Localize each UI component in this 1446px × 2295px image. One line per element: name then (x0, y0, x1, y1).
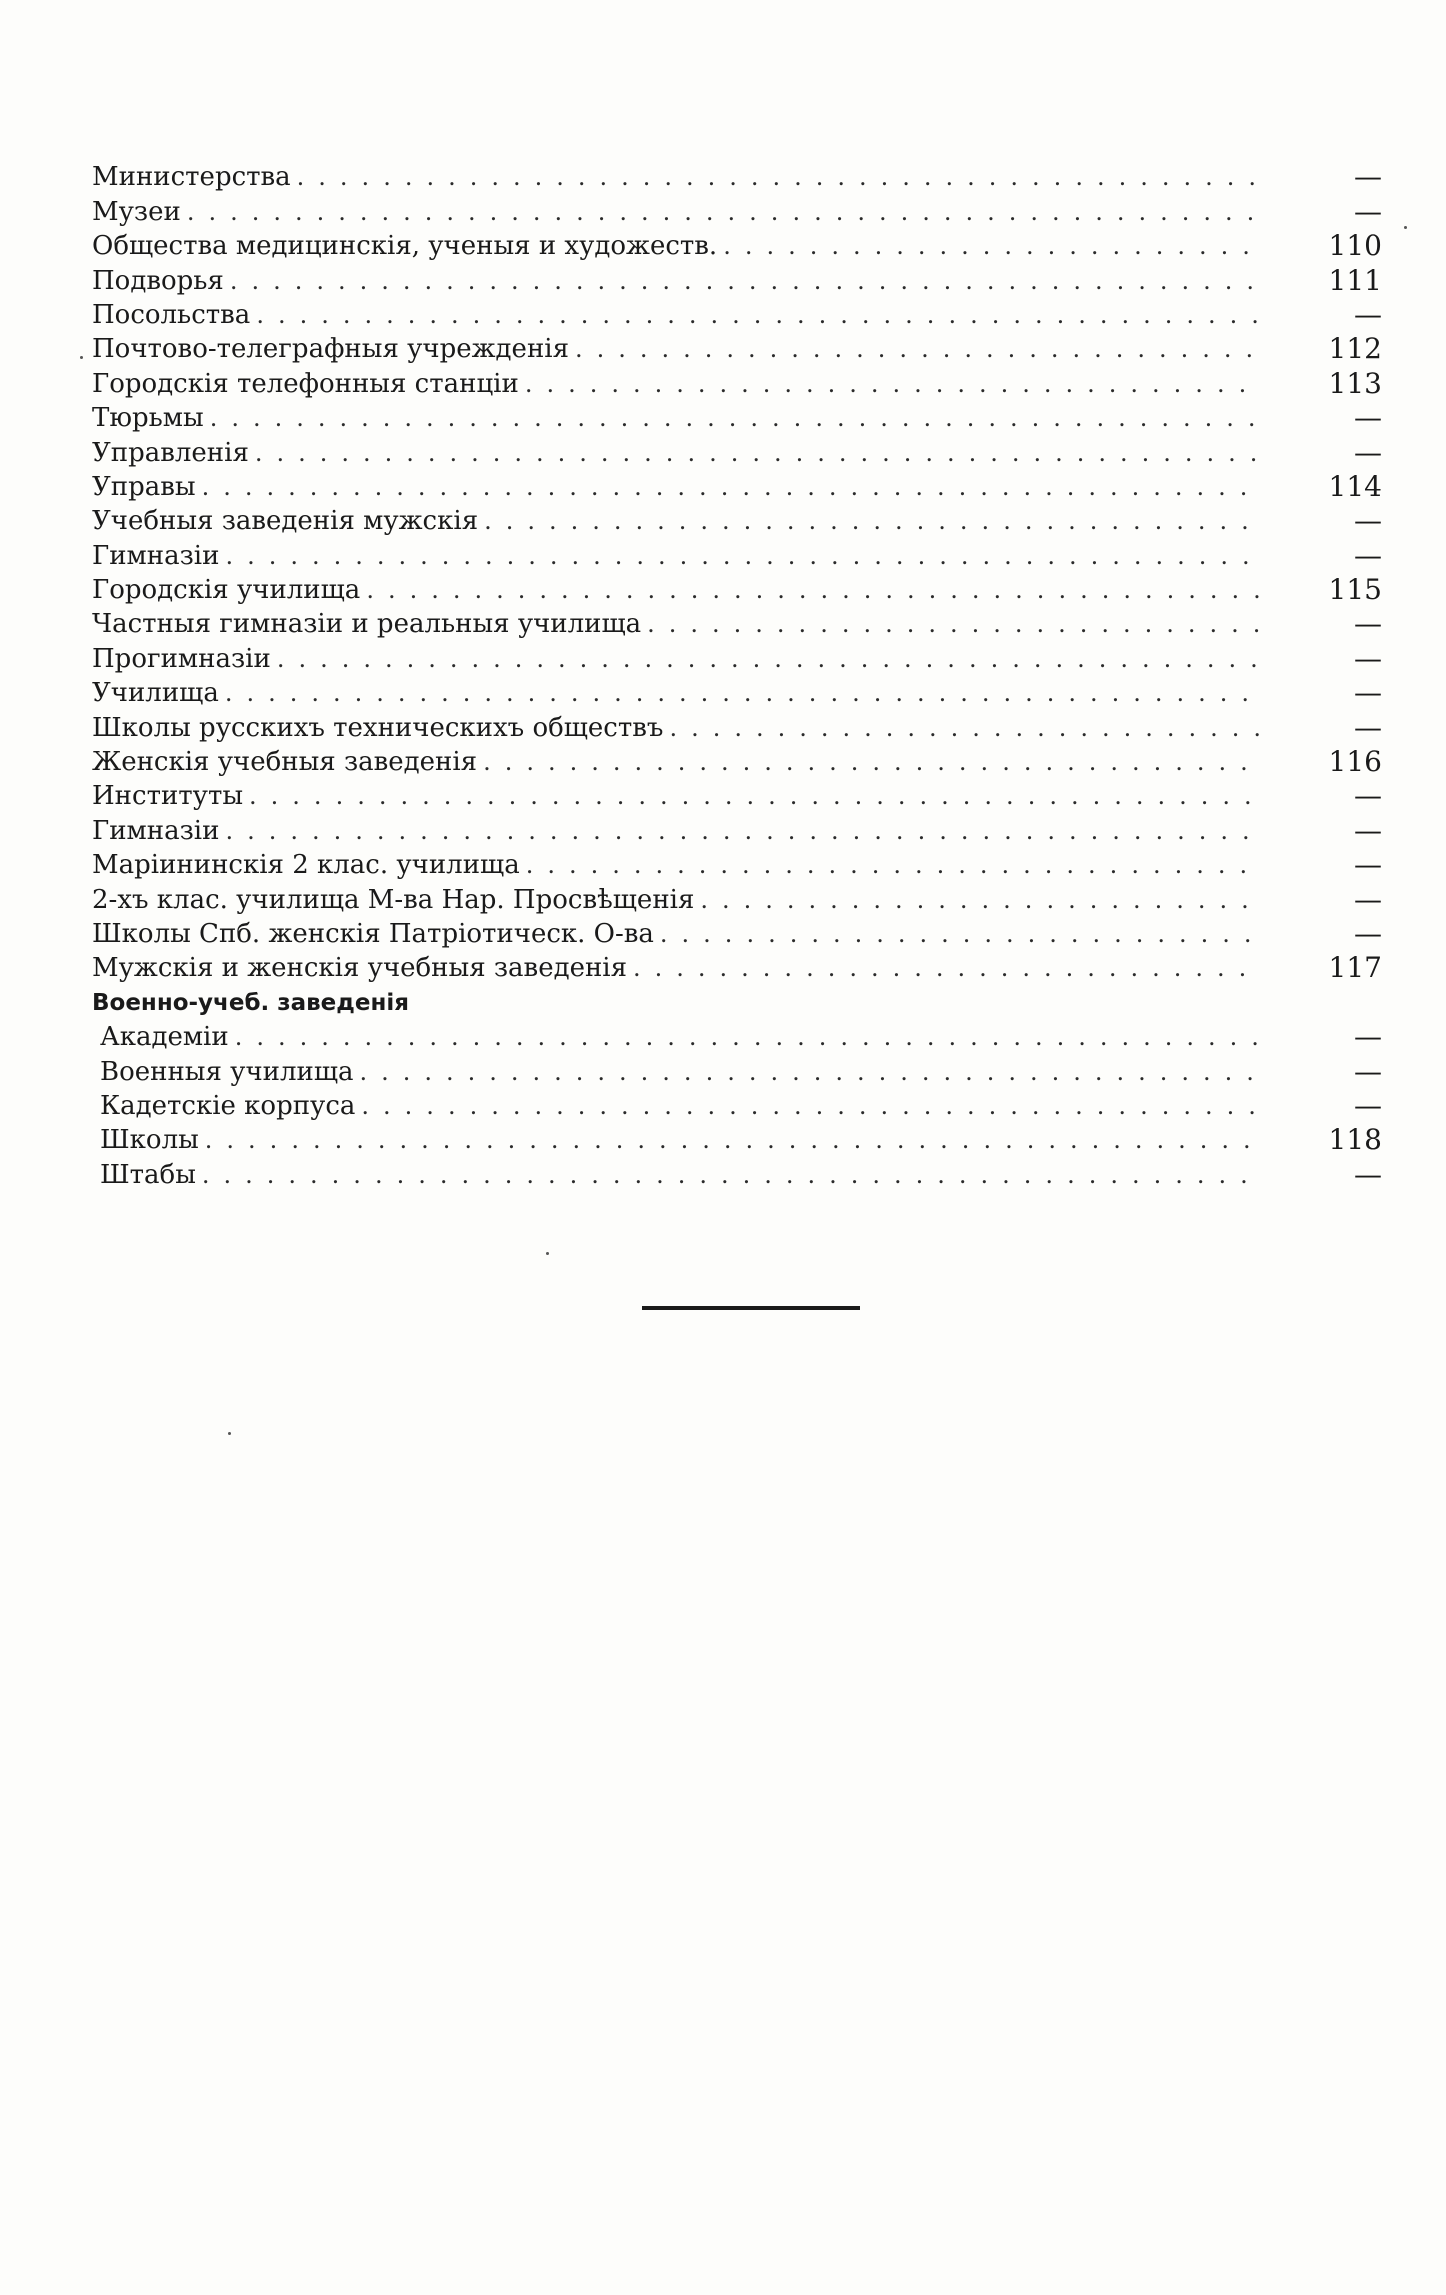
toc-page-number: — (1354, 435, 1382, 469)
toc-entry (92, 366, 1382, 400)
toc-page-number: — (1354, 504, 1382, 538)
toc-page-number: — (1354, 916, 1382, 950)
toc-entry-title-wrap (92, 195, 1262, 229)
toc-page-number: 111 (1328, 263, 1382, 297)
toc-entry-label: Почтово-телеграфныя учрежденія (92, 334, 569, 365)
toc-page-number: — (1354, 1157, 1382, 1191)
table-of-contents (92, 160, 1382, 1192)
toc-entry-title-wrap (92, 1123, 1262, 1157)
toc-entry-title-wrap (92, 642, 1262, 676)
toc-entry-title-wrap (92, 779, 1262, 813)
toc-entry-title-wrap (92, 539, 1262, 573)
toc-entry (92, 194, 1382, 228)
toc-page-number: — (1354, 607, 1382, 641)
dot-leader (250, 298, 1262, 332)
toc-entry-label: Учебныя заведенія мужскія (92, 506, 479, 537)
toc-entry-title-wrap (92, 1020, 1262, 1054)
toc-entry-title-wrap (92, 745, 1262, 779)
toc-entry (92, 813, 1382, 847)
toc-entry (92, 470, 1382, 504)
toc-entry-title-wrap (92, 573, 1262, 607)
toc-entry-title-wrap (92, 367, 1262, 401)
dot-leader (477, 745, 1262, 779)
toc-entry (92, 160, 1382, 194)
toc-entry-title-wrap (92, 436, 1262, 470)
toc-entry-title-wrap (92, 814, 1262, 848)
toc-entry-title-wrap (92, 1055, 1262, 1089)
toc-page-number: — (1354, 779, 1382, 813)
toc-entry (92, 710, 1382, 744)
dot-leader (271, 642, 1262, 676)
toc-entry-title-wrap (92, 848, 1262, 882)
dot-leader (654, 917, 1262, 951)
toc-entry-label: Военныя училища (100, 1056, 354, 1087)
toc-entry (92, 745, 1382, 779)
toc-page-number: — (1354, 676, 1382, 710)
dot-leader (627, 951, 1262, 985)
toc-entry (92, 263, 1382, 297)
toc-entry (92, 848, 1382, 882)
toc-entry-label: Школы Спб. женскія Патріотическ. О-ва (92, 918, 654, 949)
dot-leader (219, 814, 1262, 848)
toc-entry-label: Управы (92, 471, 196, 502)
print-speck (546, 1252, 549, 1255)
toc-entry (92, 676, 1382, 710)
dot-leader (229, 1020, 1262, 1054)
toc-entry-title-wrap (92, 607, 1262, 641)
toc-page-number: — (1354, 297, 1382, 331)
toc-entry-label: Городскія училища (92, 575, 361, 606)
toc-entry-title-wrap (92, 470, 1262, 504)
toc-entry-label: Кадетскіе корпуса (100, 1090, 356, 1121)
dot-leader (219, 676, 1262, 710)
toc-entry-label: Академіи (100, 1022, 229, 1053)
toc-entry-label: Посольства (92, 299, 251, 330)
toc-entry-title-wrap (92, 917, 1262, 951)
toc-entry-title-wrap (92, 676, 1262, 710)
toc-entry-title-wrap (92, 229, 1262, 263)
toc-page-number: — (1354, 160, 1382, 194)
print-speck (1404, 226, 1407, 229)
toc-entry (92, 332, 1382, 366)
toc-entry-label: Гимназіи (92, 815, 220, 846)
toc-entry-title-wrap (92, 986, 1262, 1020)
dot-leader (181, 195, 1262, 229)
toc-entry (92, 435, 1382, 469)
dot-leader (717, 229, 1262, 263)
toc-entry-label: 2-хъ клас. училища М-ва Нар. Просвѣщенія (92, 884, 695, 915)
toc-entry (92, 1089, 1382, 1123)
dot-leader (196, 1158, 1262, 1192)
dot-leader (355, 1089, 1262, 1123)
toc-entry (92, 504, 1382, 538)
toc-entry-title-wrap (92, 504, 1262, 538)
toc-entry (92, 607, 1382, 641)
toc-entry-title-wrap (92, 264, 1262, 298)
toc-entry (92, 538, 1382, 572)
toc-page-number: — (1354, 710, 1382, 744)
toc-entry-title-wrap (92, 160, 1262, 194)
toc-entry-title-wrap (92, 951, 1262, 985)
toc-page-number: 110 (1328, 229, 1382, 263)
toc-entry-label: Школы русскихъ техническихъ обществъ (92, 712, 664, 743)
dot-leader (360, 573, 1262, 607)
toc-entry (92, 1123, 1382, 1157)
toc-entry-label: Гимназіи (92, 540, 220, 571)
toc-page-number: — (1354, 813, 1382, 847)
toc-page-number: 114 (1328, 469, 1382, 503)
closing-rule (642, 1306, 860, 1310)
dot-leader (519, 367, 1262, 401)
toc-page-number: — (1354, 848, 1382, 882)
toc-entry (92, 951, 1382, 985)
toc-page-number: 117 (1328, 951, 1382, 985)
dot-leader (219, 539, 1262, 573)
print-speck (80, 356, 83, 359)
toc-entry (92, 882, 1382, 916)
dot-leader (641, 607, 1262, 641)
dot-leader (243, 779, 1262, 813)
toc-entry-label: Подворья (92, 265, 224, 296)
toc-page-number: 116 (1328, 745, 1382, 779)
toc-entry-title-wrap (92, 883, 1262, 917)
toc-entry (92, 298, 1382, 332)
toc-page-number: 113 (1328, 366, 1382, 400)
toc-page-number: — (1354, 1088, 1382, 1122)
dot-leader (199, 1123, 1262, 1157)
toc-page-number: 115 (1328, 573, 1382, 607)
toc-entry-title-wrap (92, 1158, 1262, 1192)
toc-entry-label: Тюрьмы (92, 403, 204, 434)
toc-entry-title-wrap (92, 332, 1262, 366)
toc-entry (92, 229, 1382, 263)
toc-entry (92, 1157, 1382, 1191)
toc-entry-label: Общества медицинскія, ученыя и художеств. (92, 231, 718, 262)
toc-page-number: — (1354, 401, 1382, 435)
dot-leader (520, 848, 1262, 882)
toc-page-number: — (1354, 1054, 1382, 1088)
dot-leader (569, 332, 1262, 366)
dot-leader (694, 883, 1262, 917)
dot-leader (224, 264, 1262, 298)
toc-entry (92, 779, 1382, 813)
toc-entry (92, 641, 1382, 675)
toc-entry-label: Прогимназіи (92, 643, 271, 674)
toc-entry-label: Женскія учебныя заведенія (92, 747, 478, 778)
toc-page-number: — (1354, 194, 1382, 228)
toc-section-heading (92, 985, 1382, 1019)
toc-entry (92, 401, 1382, 435)
toc-entry-label: Управленія (92, 437, 249, 468)
toc-entry-label: Музеи (92, 196, 181, 227)
toc-entry-title-wrap (92, 711, 1262, 745)
toc-entry-label: Министерства (92, 162, 291, 193)
dot-leader (196, 470, 1262, 504)
toc-entry-title-wrap (92, 1089, 1262, 1123)
toc-entry-label: Училища (92, 678, 219, 709)
toc-page-number: 118 (1328, 1123, 1382, 1157)
toc-page-number: — (1354, 538, 1382, 572)
dot-leader (291, 160, 1262, 194)
dot-leader (204, 401, 1262, 435)
toc-entry-label: Школы (100, 1125, 199, 1156)
dot-leader (249, 436, 1262, 470)
toc-entry-label: Штабы (100, 1159, 196, 1190)
toc-entry (92, 917, 1382, 951)
toc-page-number: — (1354, 882, 1382, 916)
toc-entry-label: Институты (92, 781, 244, 812)
toc-entry (92, 573, 1382, 607)
toc-entry-label: Маріининскія 2 клас. училища (92, 850, 520, 881)
print-speck (228, 1432, 231, 1435)
toc-page-number: 112 (1328, 332, 1382, 366)
toc-entry-label: Городскія телефонныя станціи (92, 368, 519, 399)
toc-page-number: — (1354, 1020, 1382, 1054)
toc-entry-title-wrap (92, 298, 1262, 332)
toc-entry-label: Частныя гимназіи и реальныя училища (92, 609, 642, 640)
toc-page-number: — (1354, 641, 1382, 675)
toc-entry-title-wrap (92, 401, 1262, 435)
toc-entry (92, 1020, 1382, 1054)
toc-entry-label: Военно-учеб. заведенія (92, 989, 410, 1016)
dot-leader (354, 1055, 1263, 1089)
dot-leader (478, 504, 1262, 538)
dot-leader (663, 711, 1262, 745)
toc-entry (92, 1054, 1382, 1088)
toc-entry-label: Мужскія и женскія учебныя заведенія (92, 953, 628, 984)
